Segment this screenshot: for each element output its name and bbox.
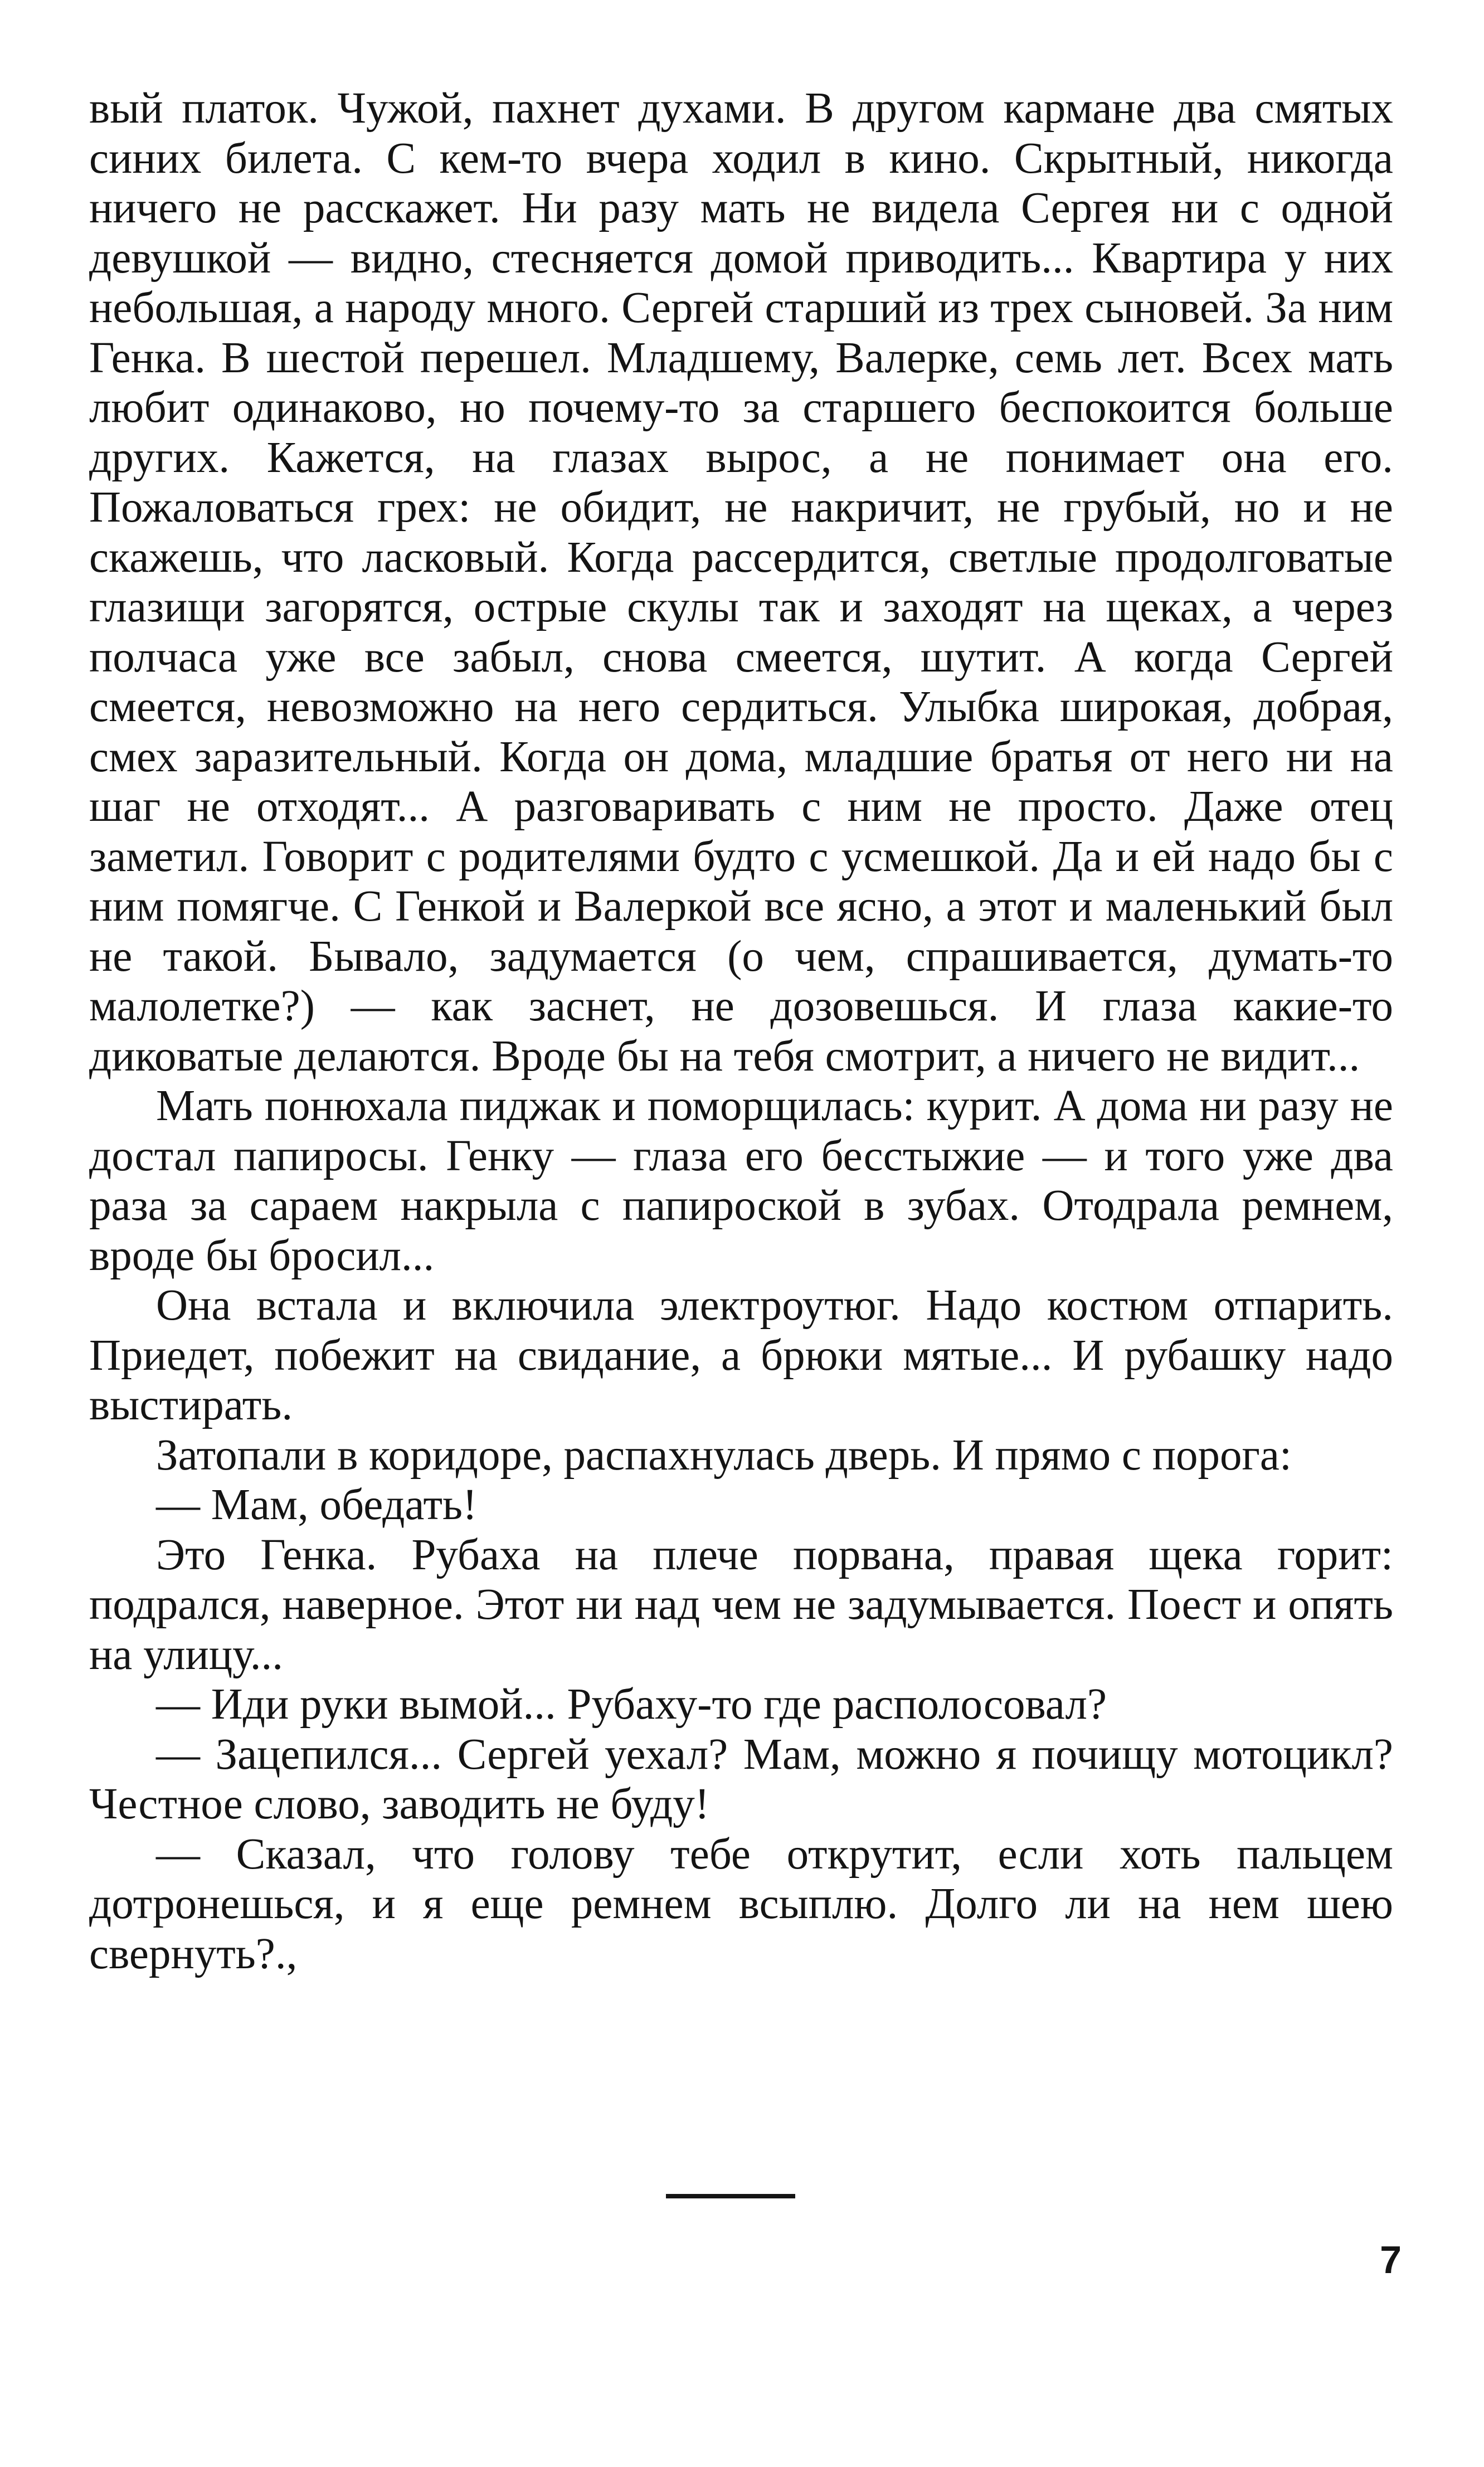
dialogue-line-2: — Иди руки вымой... Рубаху-то где располосовал? — [156, 1680, 1107, 1729]
dialogue-line-3: — Зацепился... Сергей уехал? Мам, можно я почищу мотоцикл? Честное слово, заводить не буду! — [89, 1730, 1393, 1828]
paragraph-4: Затопали в коридоре, распахнулась дверь. И прямо с порога: — [156, 1430, 1292, 1480]
dialogue-line-1: — Мам, обедать! — [156, 1481, 478, 1529]
paragraph-3: Она встала и включила электроутюг. Надо костюм отпарить. Приедет, побежит на свидание, а брюки мятые... И рубашку надо выстирать. — [89, 1281, 1393, 1429]
book-page-text — [89, 84, 1393, 1979]
page-number: 7 — [1380, 2238, 1402, 2281]
paragraph-1: вый платок. Чужой, пахнет духами. В другом кармане два смятых синих билета. С кем-то вчера ходил в кино. Скрытный, никогда ничего не расскажет. Ни разу мать не видела Сергея ни с одной девушкой — видно, стесняется домой приводить... Квартира у них небольшая, а народу много. Сергей старший из трех сыновей. За ним Генка. В шестой перешел. Младшему, Валерке, семь лет. Всех мать любит одинаково, но почему-то за старшего беспокоится больше других. Кажется, на глазах вырос, а не понимает она его. Пожаловаться грех: не обидит, не накричит, не грубый, но и не скажешь, что ласковый. Когда рассердится, светлые продолговатые глазищи загорятся, острые скулы так и заходят на щеках, а через полчаса уже все забыл, снова смеется, шутит. А когда Сергей смеется, невозможно на него сердиться. Улыбка широкая, добрая, смех заразительный. Когда он дома, младшие братья от него ни на шаг не отходят... А разговаривать с ним не просто. Даже отец заметил. Говорит с родителями будто с усмешкой. Да и ей надо бы с ним помягче. С Генкой и Валеркой все ясно, а этот и маленький был не такой. Бывало, задумается (о чем, спрашивается, думать-то малолетке?) — как заснет, не дозовешься. И глаза какие-то диковатые делаются. Вроде бы на тебя смотрит, а ничего не видит... — [89, 84, 1393, 1081]
section-divider — [666, 2194, 795, 2198]
dialogue-line-4: — Сказал, что голову тебе открутит, если хоть пальцем дотронешься, и я еще ремнем всыплю. Долго ли на нем шею свернуть?., — [89, 1829, 1393, 1978]
paragraph-2: Мать понюхала пиджак и поморщилась: курит. А дома ни разу не достал папиросы. Генку — глаза его бесстыжие — и того уже два раза за сараем накрыла с папироской в зубах. Отодрала ремнем, вроде бы бросил... — [89, 1082, 1393, 1280]
paragraph-5: Это Генка. Рубаха на плече порвана, правая щека горит: подрался, наверное. Этот ни над чем не задумывается. Поест и опять на улицу... — [89, 1530, 1393, 1679]
